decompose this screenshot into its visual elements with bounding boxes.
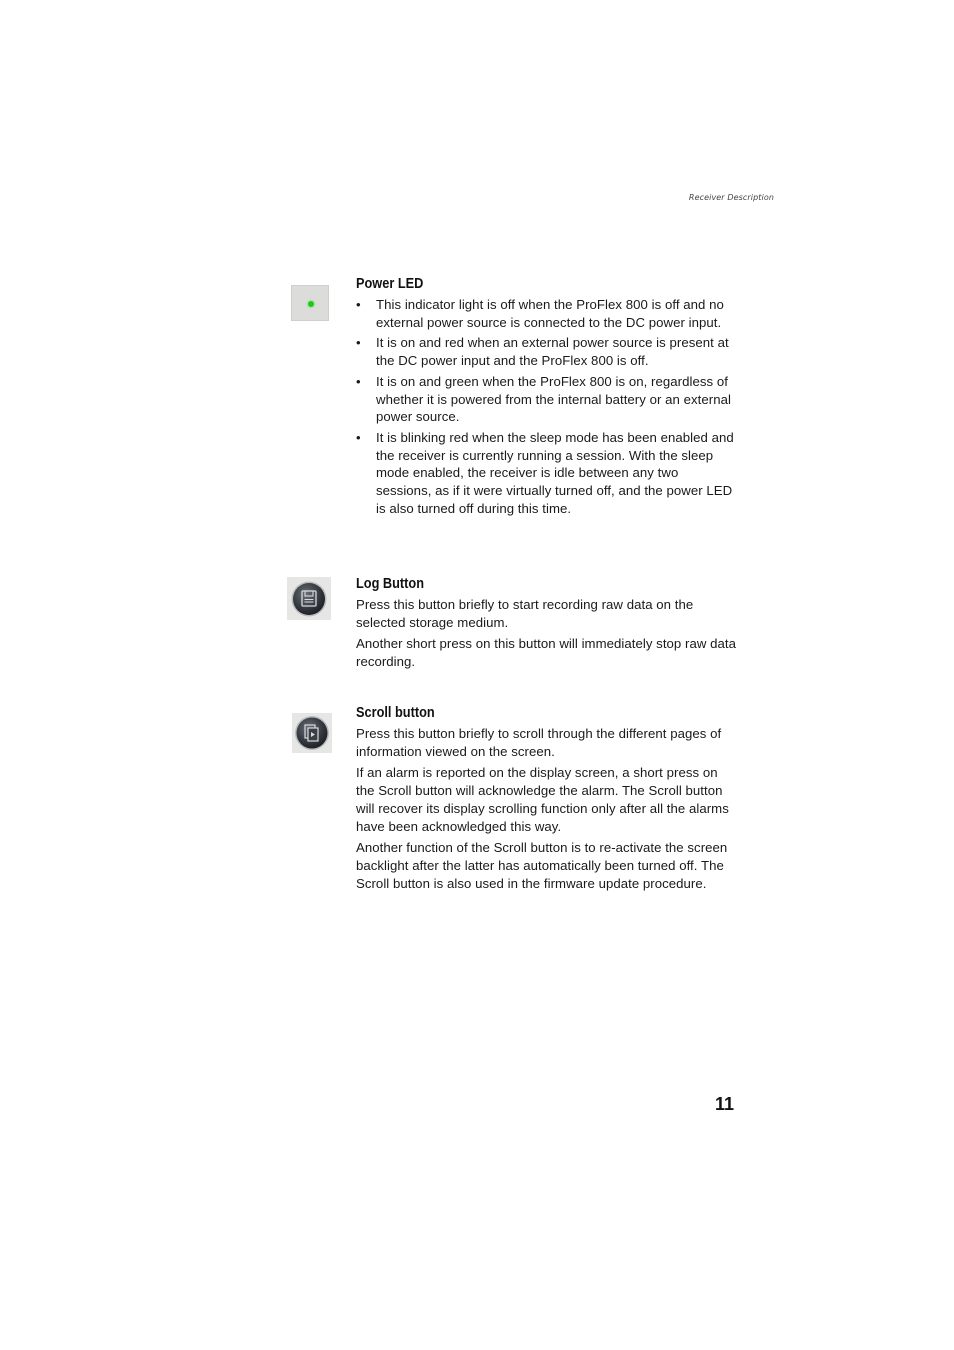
list-item: • It is on and red when an external power source is present at the DC power input and the ProFlex 800 is off. [356,334,736,369]
pages-icon [292,713,332,753]
power-led-section [356,276,736,520]
log-button-section [356,576,736,675]
log-button-paragraph: Press this button briefly to start recording raw data on the selected storage medium. [356,597,694,630]
list-item: • This indicator light is off when the ProFlex 800 is off and no external power source is connected to the DC power input. [356,296,736,331]
scroll-button-icon [292,713,332,753]
scroll-button-paragraph: Press this button briefly to scroll through the different pages of information viewed on the screen. [356,726,722,759]
log-button-icon [287,577,331,620]
green-led-dot-icon [308,301,314,307]
page-number: 11 [715,1094,735,1114]
power-led-bullet-list [356,296,736,517]
running-header: Receiver Description [688,193,774,202]
log-button-paragraph: Another short press on this button will immediately stop raw data recording. [356,636,737,670]
power-led-indicator-icon [291,285,329,321]
log-button-heading: Log Button [356,576,425,592]
scroll-button-section [356,705,736,896]
power-led-heading: Power LED [356,276,424,292]
scroll-button-heading: Scroll button [356,705,435,721]
scroll-button-paragraph: Another function of the Scroll button is to re-activate the screen backlight after the latter has automatically been turned off. The Scroll button is also used in the firmware update procedure. [356,840,728,891]
list-item: • It is on and green when the ProFlex 800 is on, regardless of whether it is powered from the internal battery or an external power source. [356,373,736,426]
list-item: • It is blinking red when the sleep mode has been enabled and the receiver is currently running a session. With the sleep mode enabled, the receiver is idle between any two sessions, as if it were virtually turned off, and the power LED is also turned off during this time. [356,429,736,518]
floppy-disk-icon [287,577,331,620]
scroll-button-paragraph: If an alarm is reported on the display screen, a short press on the Scroll button will acknowledge the alarm. The Scroll button will recover its display scrolling function only after all the alarms have been acknowledged this way. [356,765,729,834]
